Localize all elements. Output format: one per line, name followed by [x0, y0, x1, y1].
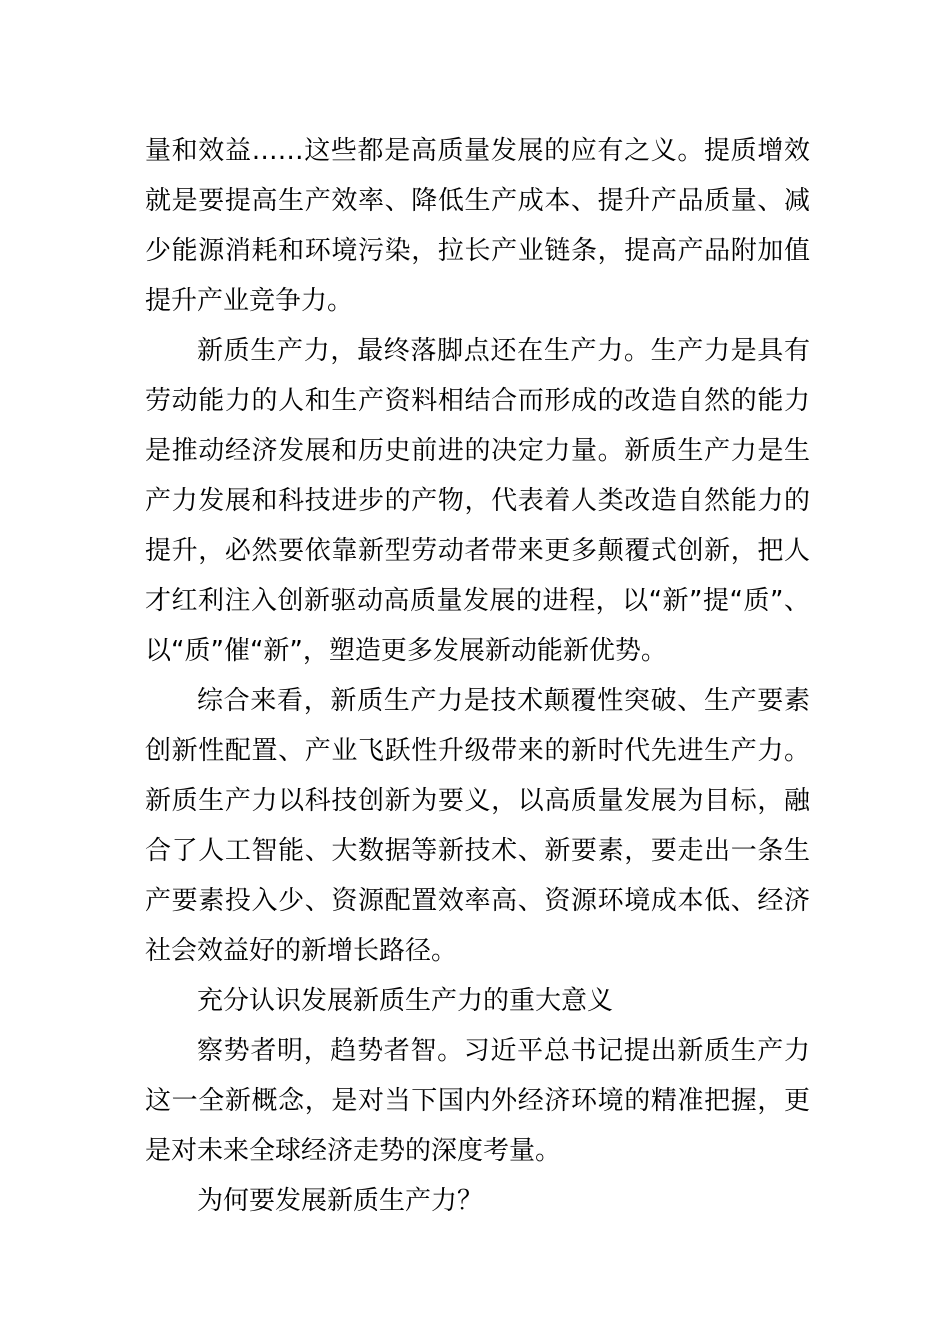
text-line: 就是要提高生产效率、降低生产成本、提升产品质量、减 [145, 186, 810, 216]
text-line: 少能源消耗和环境污染，拉长产业链条，提高产品附加值 [145, 236, 810, 266]
text-line: 劳动能力的人和生产资料相结合而形成的改造自然的能力 [145, 386, 810, 416]
text-line: 产力发展和科技进步的产物，代表着人类改造自然能力的 [145, 486, 810, 516]
paragraph-first-line: 为何要发展新质生产力？ [197, 1186, 484, 1216]
text-line: 社会效益好的新增长路径。 [145, 936, 458, 966]
paragraph-first-line: 综合来看，新质生产力是技术颠覆性突破、生产要素 [197, 686, 810, 716]
text-line: 新质生产力以科技创新为要义，以高质量发展为目标，融 [145, 786, 810, 816]
text-line: 量和效益……这些都是高质量发展的应有之义。提质增效 [145, 136, 810, 166]
text-line: 提升，必然要依靠新型劳动者带来更多颠覆式创新，把人 [145, 536, 810, 566]
text-line: 创新性配置、产业飞跃性升级带来的新时代先进生产力。 [145, 736, 810, 766]
text-line: 这一全新概念，是对当下国内外经济环境的精准把握，更 [145, 1086, 810, 1116]
body-text [145, 126, 810, 1226]
text-line: 是对未来全球经济走势的深度考量。 [145, 1136, 562, 1166]
text-line: 才红利注入创新驱动高质量发展的进程，以“新”提“质”、 [145, 586, 810, 616]
text-line: 以“质”催“新”，塑造更多发展新动能新优势。 [145, 636, 667, 666]
text-line: 提升产业竞争力。 [145, 286, 354, 316]
section-heading: 充分认识发展新质生产力的重大意义 [197, 986, 614, 1016]
text-line: 产要素投入少、资源配置效率高、资源环境成本低、经济 [145, 886, 810, 916]
text-line: 是推动经济发展和历史前进的决定力量。新质生产力是生 [145, 436, 810, 466]
paragraph-first-line: 察势者明，趋势者智。习近平总书记提出新质生产力 [197, 1036, 810, 1066]
paragraph-first-line: 新质生产力，最终落脚点还在生产力。生产力是具有 [197, 336, 810, 366]
text-line: 合了人工智能、大数据等新技术、新要素，要走出一条生 [145, 836, 810, 866]
